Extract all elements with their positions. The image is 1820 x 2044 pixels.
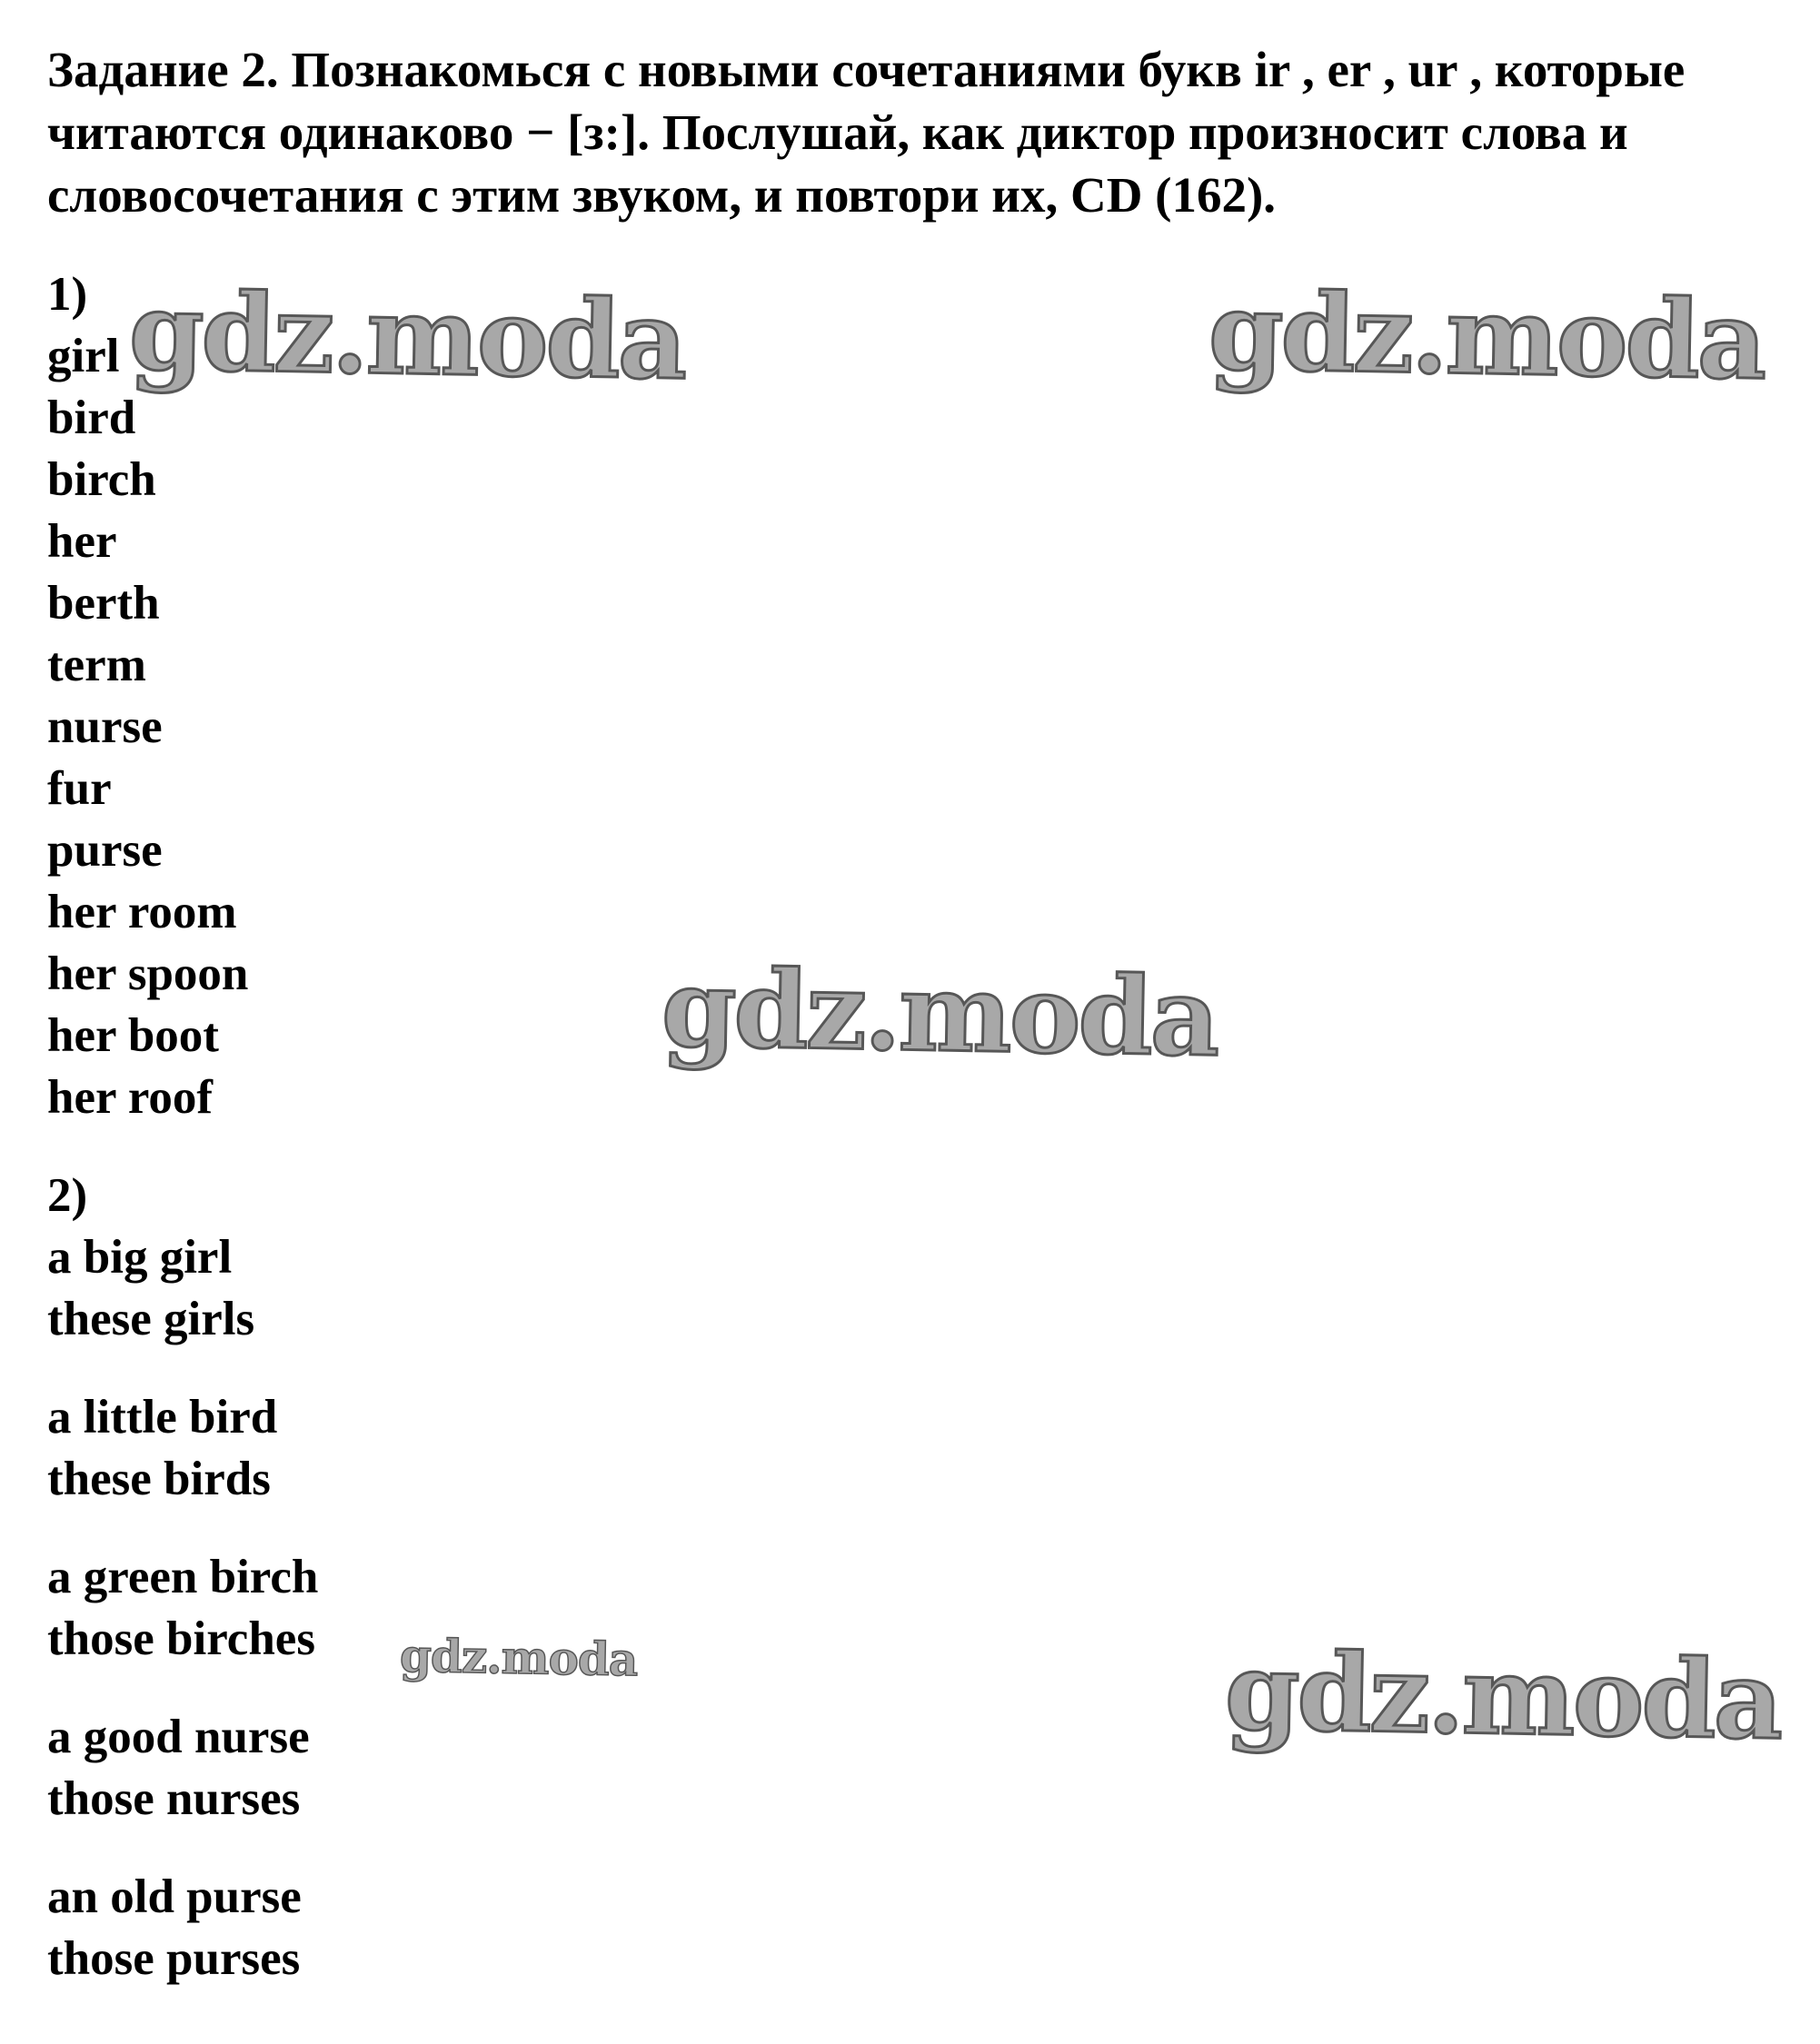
word-item: her boot — [47, 1009, 219, 1062]
watermark: gdz.moda — [1223, 1627, 1782, 1764]
phrase-item: a little bird — [47, 1391, 278, 1444]
word-item: term — [47, 639, 146, 691]
task-instructions — [47, 38, 1810, 226]
phrase-item: a good nurse — [47, 1711, 310, 1763]
task-line: читаются одинаково − [з:]. Послушай, как диктор произносит слова и — [47, 104, 1628, 160]
word-item: her roof — [47, 1071, 214, 1124]
word-item: her room — [47, 886, 237, 938]
word-item: her — [47, 515, 117, 568]
watermark: gdz.moda — [660, 944, 1218, 1081]
watermark: gdz.moda — [127, 267, 686, 404]
word-item: fur — [47, 762, 112, 815]
task-line: Задание 2. Познакомься с новыми сочетаниями букв ir , er , ur , которые — [47, 42, 1686, 97]
word-item: bird — [47, 392, 136, 444]
word-item: purse — [47, 824, 163, 877]
phrase-item: these birds — [47, 1453, 271, 1505]
watermark: gdz.moda — [1207, 267, 1765, 404]
phrase-group — [47, 1866, 302, 1989]
word-item: birch — [47, 453, 156, 506]
word-item: her spoon — [47, 948, 249, 1000]
word-item: berth — [47, 577, 160, 630]
word-item: nurse — [47, 700, 163, 753]
phrase-group — [47, 1546, 318, 1670]
phrase-group — [47, 1386, 277, 1510]
phrase-group — [47, 1706, 310, 1830]
phrase-item: a big girl — [47, 1231, 233, 1284]
part-1-label: 1) — [47, 268, 88, 321]
phrase-item: a green birch — [47, 1551, 319, 1603]
word-item: girl — [47, 330, 120, 382]
part-2-label: 2) — [47, 1169, 88, 1222]
phrase-item: those nurses — [47, 1772, 301, 1825]
part-2-label-block — [47, 1165, 87, 1226]
phrase-item: those birches — [47, 1612, 315, 1665]
phrase-group — [47, 1226, 254, 1350]
phrase-item: these girls — [47, 1293, 255, 1345]
phrase-item: those purses — [47, 1932, 301, 1985]
phrase-item: an old purse — [47, 1870, 302, 1923]
watermark: gdz.moda — [399, 1628, 638, 1687]
task-line: словосочетания с этим звуком, и повтори их, CD (162). — [47, 167, 1277, 223]
